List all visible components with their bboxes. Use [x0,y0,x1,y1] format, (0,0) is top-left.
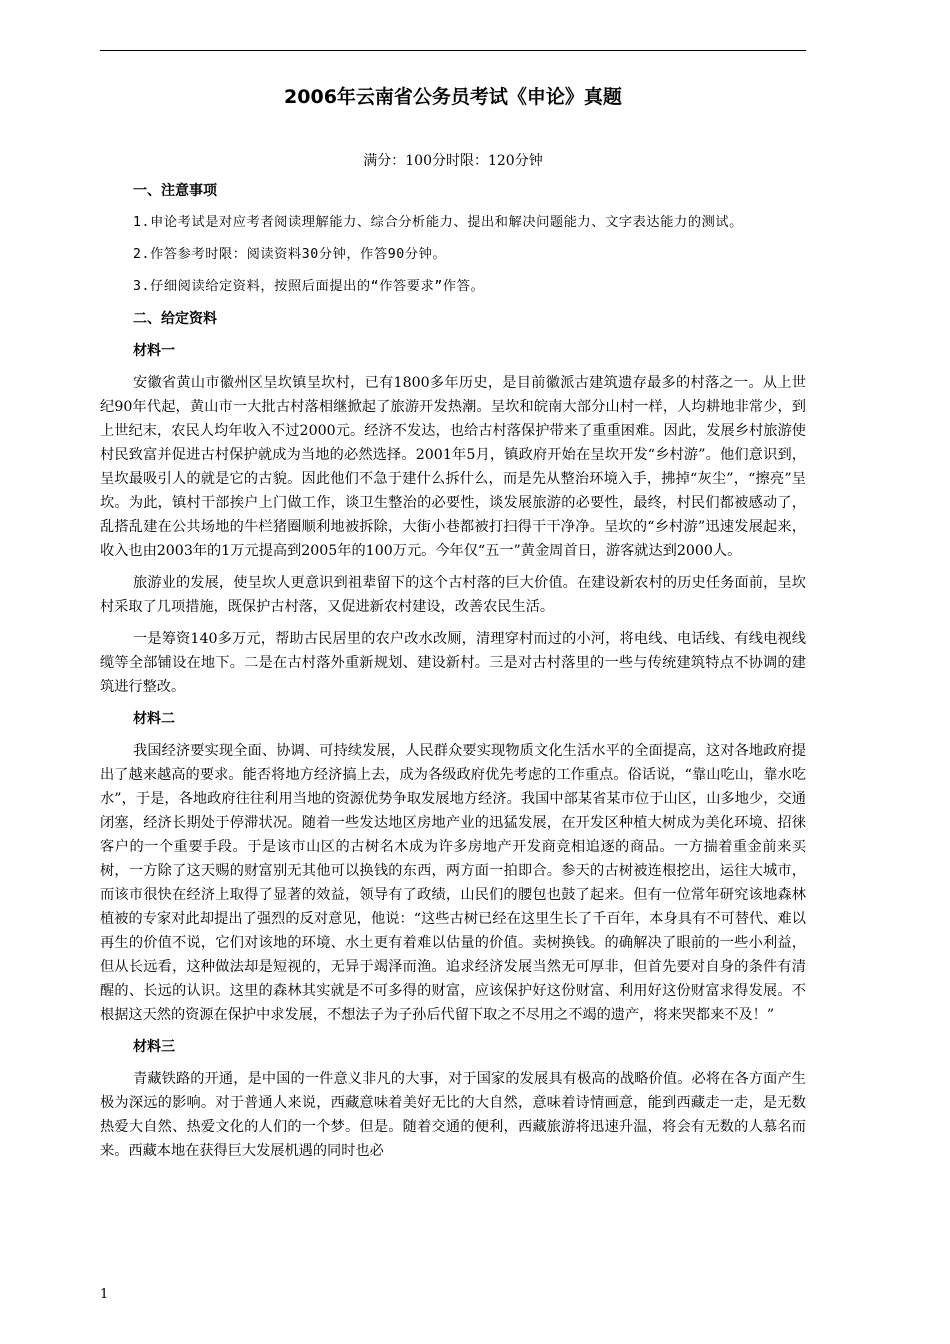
material3-paragraph: 青藏铁路的开通，是中国的一件意义非凡的大事，对于国家的发展具有极高的战略价值。必将在各方面产生极为深远的影响。对于普通人来说，西藏意味着美好无比的大自然，意味着诗情画意，能到西藏走一走，是无数热爱大自然、热爱文化的人们的一个梦。但是。随着交通的便利，西藏旅游将迅速升温，将会有无数的人慕名而来。西藏本地在获得巨大发展机遇的同时也必 [100,1071,806,1159]
material1-paragraph: 旅游业的发展，使呈坎人更意识到祖辈留下的这个古村落的巨大价值。在建设新农村的历史任务面前，呈坎村采取了几项措施，既保护古村落，又促进新农村建设，改善农民生活。 [100,575,806,615]
material2-paragraph: 我国经济要实现全面、协调、可持续发展，人民群众要实现物质文化生活水平的全面提高，这对各地政府提出了越来越高的要求。能否将地方经济搞上去，成为各级政府优先考虑的工作重点。俗话说，“靠山吃山，靠水吃水”，于是，各地政府往往利用当地的资源优势争取发展地方经济。我国中部某省某市位于山区，山多地少，交通闭塞，经济长期处于停滞状况。随着一些发达地区房地产业的迅猛发展，在开发区种植大树成为美化环境、招徕客户的一个重要手段。于是该市山区的古树名木成为许多房地产开发商竞相追逐的商品。一方揣着重金前来买树，一方除了这天赐的财富别无其他可以换钱的东西，两方面一拍即合。参天的古树被连根挖出，运往大城市，而该市很快在经济上取得了显著的效益，领导有了政绩，山民们的腰包也鼓了起来。但有一位常年研究该地森林植被的专家对此却提出了强烈的反对意见，他说：“这些古树已经在这里生长了千百年，本身具有不可替代、难以再生的价值不说，它们对该地的环境、水土更有着难以估量的价值。卖树换钱。的确解决了眼前的一些小利益，但从长远看，这种做法却是短视的，无异于竭泽而渔。追求经济发展当然无可厚非，但首先要对自身的条件有清醒的、长远的认识。这里的森林其实就是不可多得的财富，应该保护好这份财富、利用好这份财富求得发展。不根据这天然的资源在保护中求发展，不想法子为子孙后代留下取之不尽用之不竭的遗产，将来哭都来不及！” [100,743,806,1023]
material-heading-1: 材料一 [133,343,175,359]
material-heading-2: 材料二 [133,711,175,727]
note-item: 2.作答参考时限：阅读资料30分钟，作答90分钟。 [133,247,447,262]
material1-paragraph: 一是筹资140多万元，帮助古民居里的农户改水改厕，清理穿村而过的小河，将电线、电话线、有线电视线缆等全部铺设在地下。二是在古村落外重新规划、建设新村。三是对古村落里的一些与传统建筑特点不协调的建筑进行整改。 [100,631,806,695]
note-item: 1.申论考试是对应考者阅读理解能力、综合分析能力、提出和解决问题能力、文字表达能力的测试。 [133,215,743,230]
header-rule [100,50,806,51]
page-number: 1 [100,1287,109,1302]
material-heading-3: 材料三 [133,1039,175,1055]
document-title: 2006年云南省公务员考试《申论》真题 [284,86,622,108]
score-time-line: 满分：100分时限：120分钟 [363,153,543,169]
section-heading-materials: 二、给定资料 [133,311,217,327]
document-body [100,179,806,1171]
note-item: 3.仔细阅读给定资料，按照后面提出的“作答要求”作答。 [133,279,485,294]
material1-paragraph: 安徽省黄山市徽州区呈坎镇呈坎村，已有1800多年历史，是目前徽派古建筑遗存最多的村落之一。从上世纪90年代起，黄山市一大批古村落相继掀起了旅游开发热潮。呈坎和皖南大部分山村一样，人均耕地非常少，到上世纪末，农民人均年收入不过2000元。经济不发达，也给古村落保护带来了重重困难。因此，发展乡村旅游使村民致富并促进古村保护就成为当地的必然选择。2001年5月，镇政府开始在呈坎开发“乡村游”。他们意识到，呈坎最吸引人的就是它的古貌。因此他们不急于建什么拆什么，而是先从整治环境入手，拂掉“灰尘”，“擦亮”呈坎。为此，镇村干部挨户上门做工作，谈卫生整治的必要性，谈发展旅游的必要性，最终，村民们都被感动了，乱搭乱建在公共场地的牛栏猪圈顺利地被拆除，大街小巷都被打扫得干干净净。呈坎的“乡村游”迅速发展起来，收入也由2003年的1万元提高到2005年的100万元。今年仅“五一”黄金周首日，游客就达到2000人。 [100,375,806,559]
section-heading-notes: 一、注意事项 [133,183,217,199]
